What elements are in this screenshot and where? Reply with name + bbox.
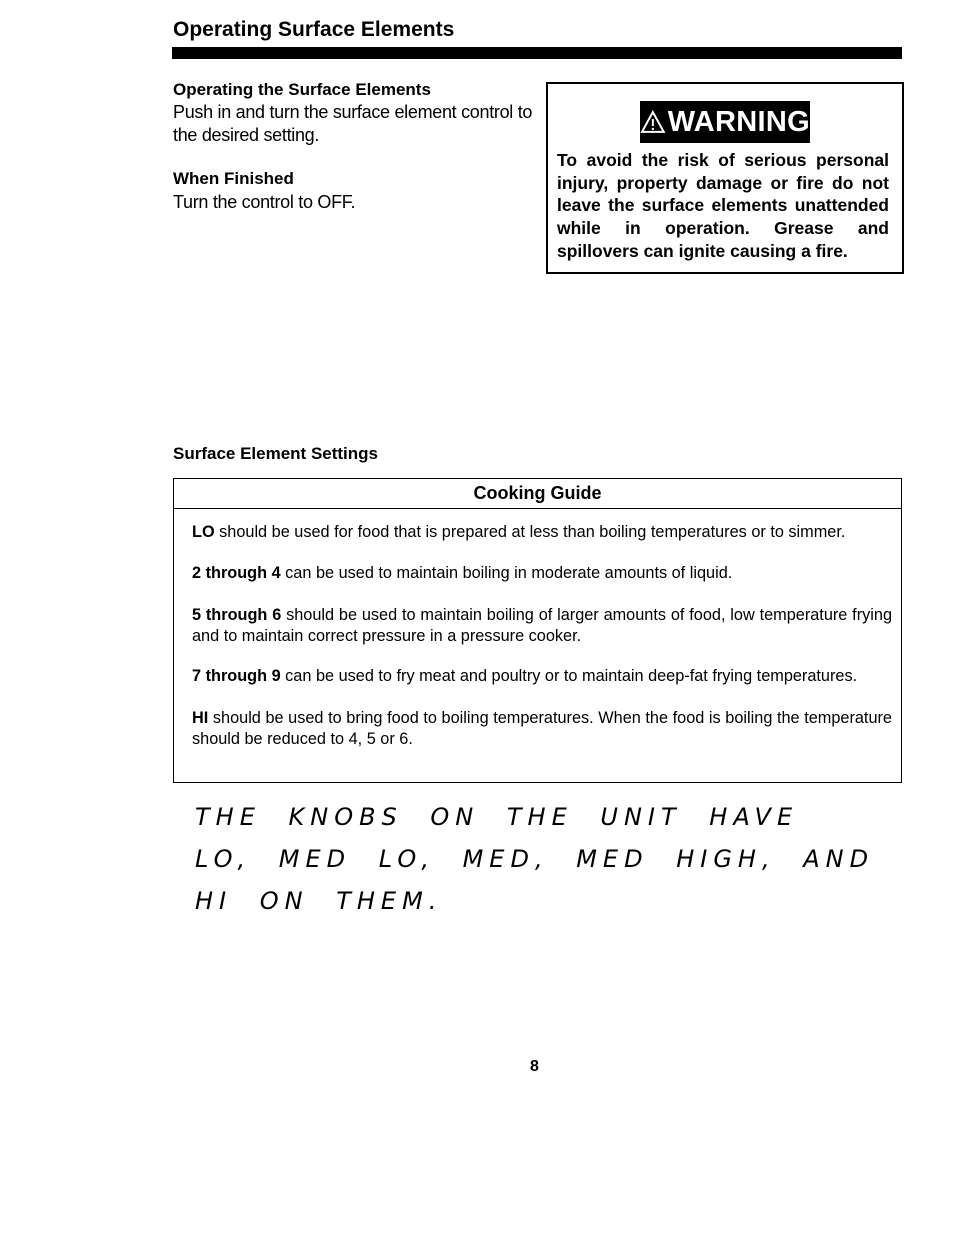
guide-row-7-9 [192,666,892,687]
warning-box [546,82,904,274]
guide-row-5-6 [192,605,892,647]
guide-row-7-9-text: can be used to fry meat and poultry or to maintain deep-fat frying temperatures. [280,667,858,685]
cooking-guide-title: Cooking Guide [174,479,901,509]
cooking-guide-table [173,478,902,783]
guide-row-7-9-setting: 7 through 9 [192,667,281,685]
warning-text: To avoid the risk of serious personal injury, property damage or fire do not leave the surface elements unattended while in operation. Grease and spillovers can ignite causing a fire. [557,150,889,261]
guide-row-lo-text: should be used for food that is prepared at less than boiling temperatures or to simmer. [214,523,846,541]
finished-heading: When Finished [173,169,294,188]
guide-row-hi-setting: HI [192,709,209,727]
page-number: 8 [530,1058,539,1075]
guide-row-hi [192,708,892,750]
guide-row-2-4-setting: 2 through 4 [192,564,281,582]
guide-row-hi-text: should be used to bring food to boiling temperatures. When the food is boiling the temperature should be reduced to 4, 5 or 6. [192,709,892,748]
guide-row-lo [192,522,892,543]
finished-text: Turn the control to OFF. [173,192,356,212]
handwritten-note: THE KNOBS ON THE UNIT HAVE LO, MED LO, MED, MED HIGH, AND HI ON THEM. [195,803,875,915]
page-title: Operating Surface Elements [173,18,455,41]
warning-label [640,101,810,143]
warning-triangle-icon [640,110,666,134]
guide-row-5-6-text: should be used to maintain boiling of larger amounts of food, low temperature frying and to maintain correct pressure in a pressure cooker. [192,606,893,645]
warning-label-text: WARNING [667,105,810,138]
guide-row-lo-setting: LO [192,523,215,541]
settings-heading: Surface Element Settings [173,444,379,463]
operating-text: Push in and turn the surface element control to the desired setting. [173,102,533,145]
guide-row-2-4 [192,563,892,584]
guide-row-5-6-setting: 5 through 6 [192,606,282,624]
operating-heading: Operating the Surface Elements [173,80,431,99]
title-rule [172,47,902,59]
guide-row-2-4-text: can be used to maintain boiling in moderate amounts of liquid. [280,564,733,582]
